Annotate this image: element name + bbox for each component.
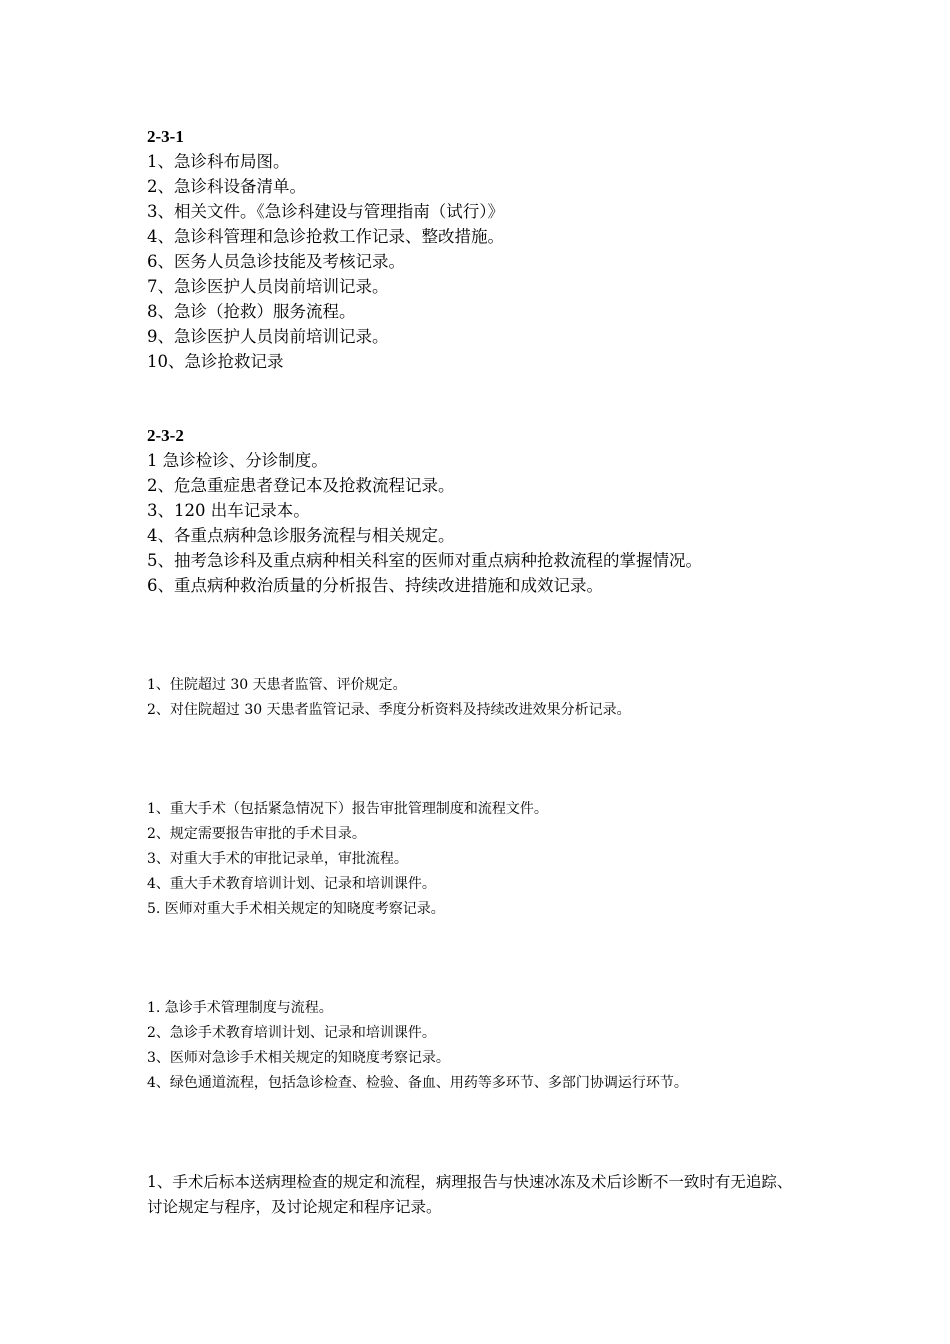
list-item: 4、急诊科管理和急诊抢救工作记录、整改措施。: [147, 227, 504, 246]
list-item: 3、对重大手术的审批记录单，审批流程。: [147, 851, 408, 867]
list-item: 1、重大手术（包括紧急情况下）报告审批管理制度和流程文件。: [147, 801, 548, 817]
section-heading: 2-3-1: [147, 127, 184, 146]
list-item: 5. 医师对重大手术相关规定的知晓度考察记录。: [147, 901, 445, 917]
list-item: 3、120 出车记录本。: [147, 501, 310, 520]
list-item: 6、医务人员急诊技能及考核记录。: [147, 252, 405, 271]
list-item: 1. 急诊手术管理制度与流程。: [147, 1000, 333, 1016]
section-major-surgery: [147, 797, 807, 922]
list-item: 2、危急重症患者登记本及抢救流程记录。: [147, 476, 455, 495]
list-item: 3、医师对急诊手术相关规定的知晓度考察记录。: [147, 1050, 450, 1066]
list-item: 4、各重点病种急诊服务流程与相关规定。: [147, 526, 455, 545]
section-emergency-surgery: [147, 996, 807, 1096]
list-item: 1、住院超过 30 天患者监管、评价规定。: [147, 677, 407, 693]
list-item: 5、抽考急诊科及重点病种相关科室的医师对重点病种抢救流程的掌握情况。: [147, 551, 702, 570]
list-item: 2、规定需要报告审批的手术目录。: [147, 826, 366, 842]
list-item: 4、绿色通道流程，包括急诊检查、检验、备血、用药等多环节、多部门协调运行环节。: [147, 1075, 688, 1091]
list-item: 1、手术后标本送病理检查的规定和流程，病理报告与快速冰冻及术后诊断不一致时有无追踪、讨论规定与程序，及讨论规定和程序记录。: [147, 1173, 793, 1216]
list-item: 7、急诊医护人员岗前培训记录。: [147, 277, 389, 296]
section-2-3-2: [147, 423, 807, 598]
list-item: 2、急诊科设备清单。: [147, 177, 306, 196]
list-item: 2、急诊手术教育培训计划、记录和培训课件。: [147, 1025, 436, 1041]
list-item: 3、相关文件。《急诊科建设与管理指南（试行）》: [147, 202, 504, 221]
section-pathology: [147, 1170, 807, 1216]
list-item: 4、重大手术教育培训计划、记录和培训课件。: [147, 876, 436, 892]
list-item: 1、急诊科布局图。: [147, 152, 290, 171]
list-item: 10、急诊抢救记录: [147, 352, 284, 371]
section-2-3-1: [147, 124, 807, 374]
list-item: 8、急诊（抢救）服务流程。: [147, 302, 356, 321]
section-long-stay-patients: [147, 673, 807, 723]
list-item: 6、重点病种救治质量的分析报告、持续改进措施和成效记录。: [147, 576, 603, 595]
list-item: 9、急诊医护人员岗前培训记录。: [147, 327, 389, 346]
list-item: 2、对住院超过 30 天患者监管记录、季度分析资料及持续改进效果分析记录。: [147, 702, 631, 718]
list-item: 1 急诊检诊、分诊制度。: [147, 451, 328, 470]
section-heading: 2-3-2: [147, 426, 184, 445]
